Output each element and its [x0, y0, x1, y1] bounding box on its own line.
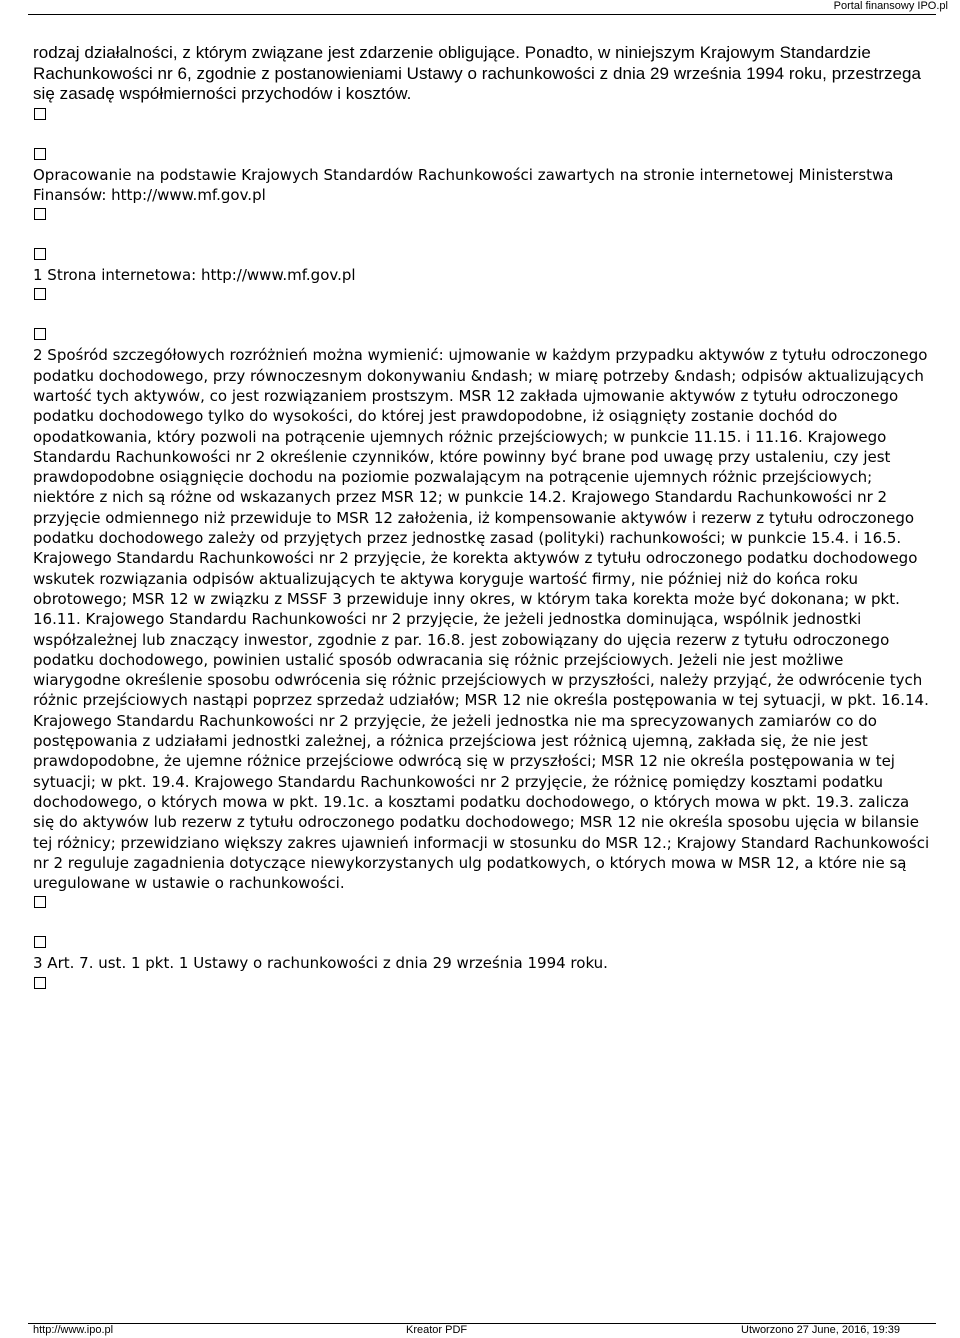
- checkbox-glyph-icon: [34, 108, 46, 120]
- document-body: [33, 43, 931, 994]
- footnote-3: 3 Art. 7. ust. 1 pkt. 1 Ustawy o rachunkowości z dnia 29 września 1994 roku.: [33, 954, 608, 973]
- site-title: Portal finansowy IPO.pl: [833, 0, 948, 12]
- spacer: [33, 225, 931, 245]
- spacer: [33, 305, 931, 325]
- checkbox-glyph-icon: [34, 936, 46, 948]
- footer-generator: Kreator PDF: [406, 1324, 468, 1336]
- footer-created: Utworzono 27 June, 2016, 19:39: [741, 1324, 901, 1336]
- checkbox-glyph-icon: [34, 288, 46, 300]
- checkbox-glyph-icon: [34, 328, 46, 340]
- footnote-1: 1 Strona internetowa: http://www.mf.gov.pl: [33, 266, 356, 285]
- spacer: [33, 913, 931, 933]
- footer-url: http://www.ipo.pl: [33, 1324, 114, 1336]
- header-divider: [28, 14, 936, 15]
- checkbox-glyph-icon: [34, 896, 46, 908]
- checkbox-glyph-icon: [34, 977, 46, 989]
- spacer: [33, 125, 931, 145]
- checkbox-glyph-icon: [34, 148, 46, 160]
- footnote-2: 2 Spośród szczegółowych rozróżnień można wymienić: ujmowanie w każdym przypadku aktywów z tytułu odroczonego podatku dochodowego, przy równoczesnym dokonywaniu &ndash; w miarę potrzeby &ndash; odpisów aktualizujących wartość tych aktywów, co jest rozwiązaniem prostszym. MSR 12 zakłada ujmowanie aktywów z tytułu odroczonego podatku dochodowego tylko do wysokości, do której jest prawdopodobne, iż osiągnięty zostanie dochód do opodatkowania, który pozwoli na potrącenie ujemnych różnic przejściowych; w punkcie 11.15. i 11.16. Krajowego Standardu Rachunkowości nr 2 określenie czynników, które powinny być brane pod uwagę przy ustaleniu, czy jest prawdopodobne osiągnięcie dochodu na poziomie pozwalającym na potrącenie ujemnych różnic przejściowych; niektóre z nich są różne od wskazanych przez MSR 12; w punkcie 14.2. Krajowego Standardu Rachunkowości nr 2 przyjęcie odmiennego niż przewiduje to MSR 12 założenia, iż kompensowanie aktywów i rezerw z tytułu odroczonego podatku dochodowego zależy od przyjętych przez jednostkę zasad (polityki) rachunkowości; w punkcie 15.4. i 16.5. Krajowego Standardu Rachunkowości nr 2 przyjęcie, że korekta aktywów z tytułu odroczonego podatku dochodowego wskutek rozwiązania odpisów aktualizujących te aktywa koryguje wartość firmy, nie później niż do końca roku obrotowego; MSR 12 w związku z MSSF 3 przewiduje inny okres, w którym taka korekta może być dokonana; w pkt. 16.11. Krajowego Standardu Rachunkowości nr 2 przyjęcie, że jeżeli jednostka dominująca, wspólnik jednostki współzależnej lub znaczący inwestor, zgodnie z par. 16.8. jest zobowiązany do ujęcia rezerw z tytułu odroczonego podatku dochodowego, powinien ustalić sposób odwracania się różnic przejściowych. Jeżeli nie jest możliwe wiarygodne określenie sposobu odwrócenia się różnic przejściowych w przyszłości, należy przyjąć, że odwrócenie tych różnic przejściowych nastąpi poprzez sprzedaż udziałów; MSR 12 nie określa postępowania w tej sytuacji, w pkt. 16.14. Krajowego Standardu Rachunkowości nr 2 przyjęcie, że jeżeli jednostka nie ma sprecyzowanych zamiarów co do postępowania z udziałami jednostki zależnej, a różnica przejściowa jest różnicą ujemną, zakłada się, że nie jest prawdopodobne, że ujemne różnice przejściowe odwrócą się w przyszłości; MSR 12 nie określa postępowania w tej sytuacji; w pkt. 19.4. Krajowego Standardu Rachunkowości nr 2 przyjęcie, że różnicę pomiędzy kosztami podatku dochodowego, o których mowa w pkt. 19.1c. a kosztami podatku dochodowego, o których mowa w pkt. 19.3. zalicza się do aktywów lub rezerw z tytułu odroczonego podatku dochodowego; MSR 12 nie określa sposobu ujęcia w bilansie tej różnicy; przewidziano większy zakres ujawnień informacji w stosunku do MSR 12.; Krajowy Standard Rachunkowości nr 2 reguluje zagadnienia dotyczące niewykorzystanych ulg podatkowych, o których mowa w MSR 12, a które nie są uregulowane w ustawie o rachunkowości.: [33, 346, 930, 893]
- checkbox-glyph-icon: [34, 208, 46, 220]
- intro-paragraph: rodzaj działalności, z którym związane jest zdarzenie obligujące. Ponadto, w niniejszym Krajowym Standardzie Rachunkowości nr 6, zgodnie z postanowieniami Ustawy o rachunkowości z dnia 29 września 1994 roku, przestrzega się zasadę współmierności przychodów i kosztów.: [33, 43, 922, 103]
- source-note: Opracowanie na podstawie Krajowych Standardów Rachunkowości zawartych na stronie internetowej Ministerstwa Finansów: http://www.mf.gov.pl: [33, 165, 894, 204]
- checkbox-glyph-icon: [34, 248, 46, 260]
